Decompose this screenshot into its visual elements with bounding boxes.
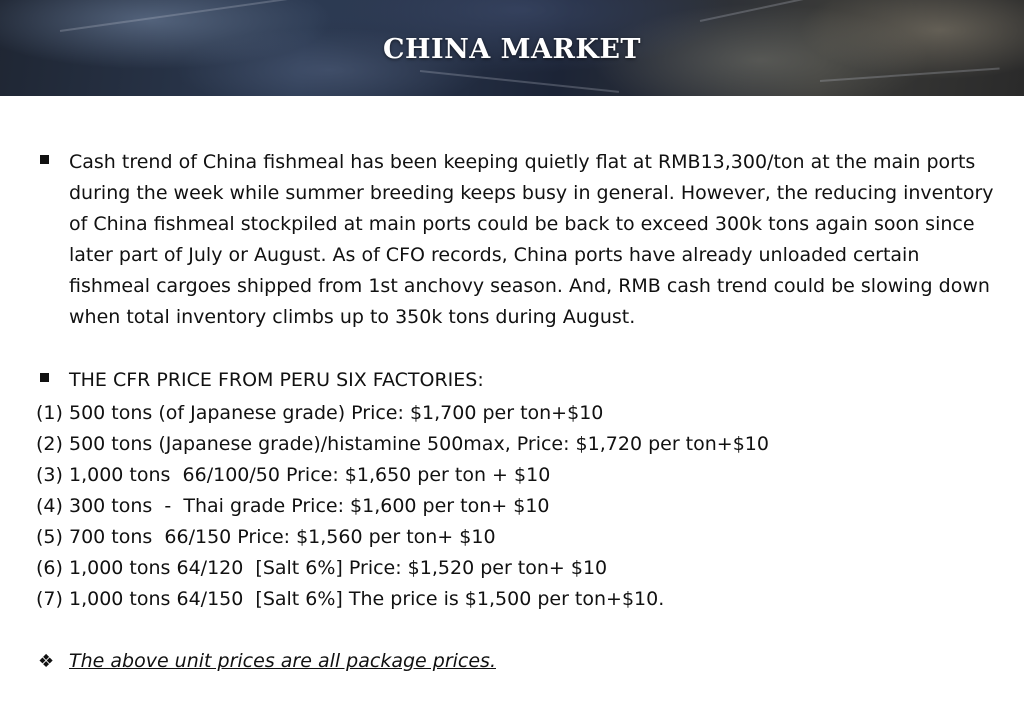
header-banner [0,0,1024,96]
list-item [36,398,996,429]
list-item [36,429,996,460]
list-item-number: (7) [36,588,63,610]
market-summary-block [36,147,996,333]
slide-content [36,147,996,677]
list-item-text: 500 tons (Japanese grade)/histamine 500max, Price: $1,720 per ton+$10 [69,433,769,455]
list-item-number: (1) [36,402,63,424]
list-item-number: (5) [36,526,63,548]
list-item-number: (3) [36,464,63,486]
list-item-number: (4) [36,495,63,517]
list-item-number: (6) [36,557,63,579]
banner-brush-stroke [60,0,318,32]
list-item-text: 300 tons - Thai grade Price: $1,600 per ton+ $10 [69,495,550,517]
list-item-text: 500 tons (of Japanese grade) Price: $1,700 per ton+$10 [69,402,604,424]
list-item [36,522,996,553]
list-item [36,491,996,522]
note-text: The above unit prices are all package prices. [69,650,496,672]
page-title: CHINA MARKET [382,34,642,65]
list-item-text: 1,000 tons 64/150 [Salt 6%] The price is $1,500 per ton+$10. [69,588,665,610]
list-item-text: 1,000 tons 66/100/50 Price: $1,650 per ton + $10 [69,464,551,486]
price-heading: THE CFR PRICE FROM PERU SIX FACTORIES: [69,369,484,391]
market-summary-text: Cash trend of China fishmeal has been keeping quietly flat at RMB13,300/ton at the main ports during the week while summer breeding keeps busy in general. However, the reducing inventory of China fishmeal stockpiled at main ports could be back to exceed 300k tons again soon since later part of July or August. As of CFO records, China ports have already unloaded certain fishmeal cargoes shipped from 1st anchovy season. And, RMB cash trend could be slowing down when total inventory climbs up to 350k tons during August. [69,151,994,328]
diamond-bullet-icon: ❖ [38,651,55,672]
square-bullet-icon [40,155,49,164]
list-item-text: 700 tons 66/150 Price: $1,560 per ton+ $10 [69,526,496,548]
square-bullet-icon [40,373,49,382]
banner-brush-stroke [420,70,619,93]
price-heading-block [36,365,996,396]
banner-brush-stroke [700,0,935,22]
package-price-note [36,646,996,677]
list-item [36,553,996,584]
list-item-text: 1,000 tons 64/120 [Salt 6%] Price: $1,520 per ton+ $10 [69,557,608,579]
list-item [36,584,996,615]
list-item [36,460,996,491]
banner-brush-stroke [820,67,1000,82]
list-item-number: (2) [36,433,63,455]
price-list [36,398,996,615]
